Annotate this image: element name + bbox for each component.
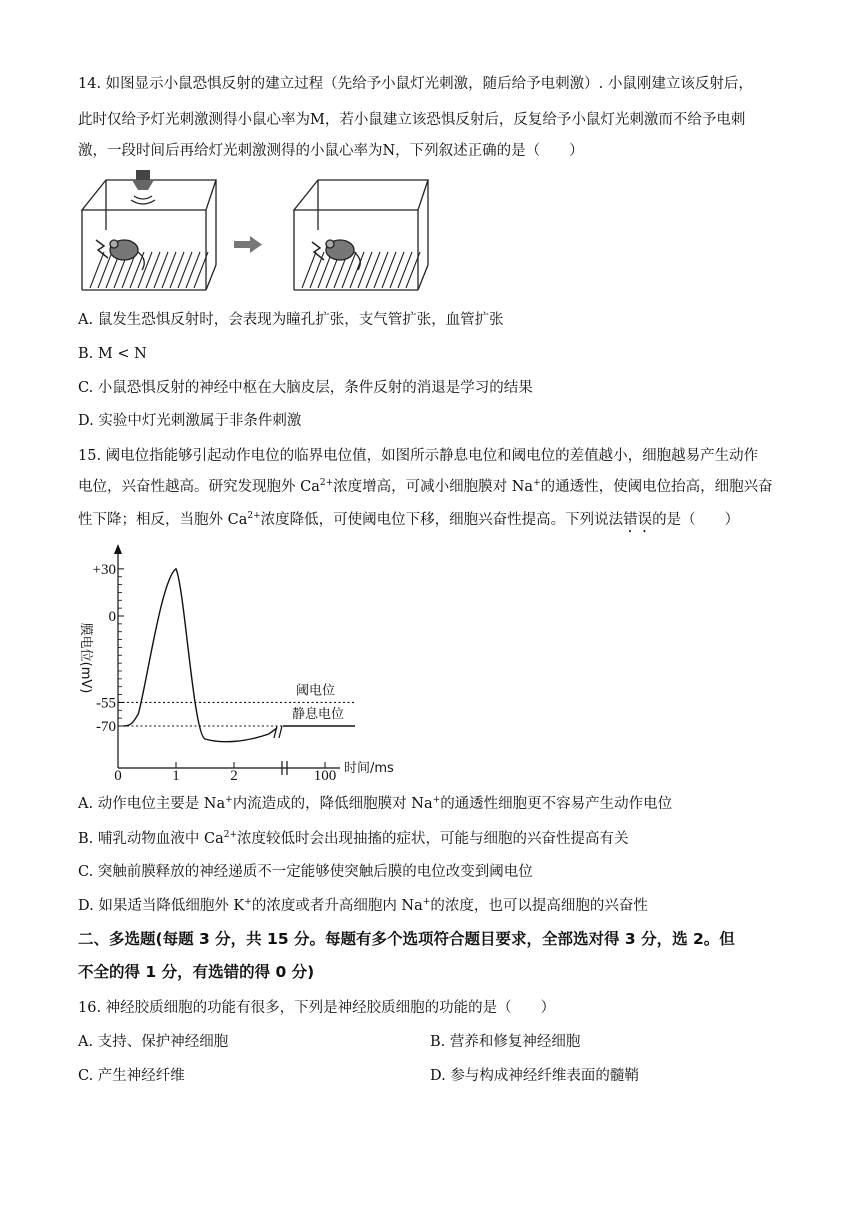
resting-label: 静息电位 <box>292 707 345 722</box>
q14-stem-line1: 14. 如图显示小鼠恐惧反射的建立过程（先给予小鼠灯光刺激，随后给予电刺激）. 小鼠刚建立该反射后， <box>78 76 753 92</box>
q15-stem-line3: 性下降；相反，当胞外 $Ca^{2+}$浓度降低，可使阈电位下移，细胞兴奋性提高。下列说法错误的是（ ） <box>78 511 740 528</box>
y-tick-label: +30 <box>92 561 116 578</box>
x-tick-label: 100 <box>313 768 337 782</box>
q15-option-c: C. 突触前膜释放的神经递质不一定能够使突触后膜的电位改变到阈电位 <box>78 864 533 880</box>
x-tick-label: 2 <box>230 768 238 782</box>
q15-stem-line1: 15. 阈电位指能够引起动作电位的临界电位值，如图所示静息电位和阈电位的差值越小，细胞越易产生动作 <box>78 448 759 464</box>
q16-option-d: D. 参与构成神经纤维表面的髓鞘 <box>430 1068 639 1084</box>
threshold-label: 阈电位 <box>296 683 336 699</box>
cage-right <box>294 180 428 290</box>
q14-option-b: B. M < N <box>78 346 147 362</box>
y-tick-label: 0 <box>108 609 116 625</box>
y-tick-label: -70 <box>96 719 116 735</box>
q14-stem-line3: 激，一段时间后再给灯光刺激测得的小鼠心率为N，下列叙述正确的是（ ） <box>78 143 584 159</box>
action-potential-chart <box>70 542 410 782</box>
y-ticks <box>93 562 124 735</box>
q14-stem-line2: 此时仅给予灯光刺激测得小鼠心率为M，若小鼠建立该恐惧反射后，反复给予小鼠灯光刺激而不给予电刺 <box>78 112 746 128</box>
q15-option-b: B. 哺乳动物血液中 $Ca^{2+}$浓度较低时会出现抽搐的症状，可能与细胞的兴奋性提高有关 <box>78 830 629 847</box>
y-axis-label: 膜电位(mV) <box>78 622 93 694</box>
cage-left <box>82 170 216 290</box>
q16-stem: 16. 神经胶质细胞的功能有很多，下列是神经胶质细胞的功能的是（ ） <box>78 1000 556 1016</box>
q15-option-a: A. 动作电位主要是 Na+内流造成的，降低细胞膜对 Na+的通透性细胞更不容易产生动作电位 <box>78 795 673 812</box>
q16-option-c: C. 产生神经纤维 <box>78 1068 185 1084</box>
arrow-icon <box>234 236 262 253</box>
x-ticks <box>114 762 336 782</box>
q15-stem-line2: 电位，兴奋性越高。研究发现胞外 $Ca^{2+}$浓度增高，可减小细胞膜对 Na+的通透性，使阈电位抬高，细胞兴奋 <box>78 478 773 495</box>
fear-reflex-figure <box>76 170 436 296</box>
x-tick-label: 1 <box>172 768 180 782</box>
q14-option-c: C. 小鼠恐惧反射的神经中枢在大脑皮层，条件反射的消退是学习的结果 <box>78 380 533 396</box>
emphasis-word: 错误 <box>623 512 653 528</box>
x-axis-label: 时间/ms <box>344 761 394 776</box>
section2-heading-line1: 二、多选题(每题 3 分，共 15 分。每题有多个选项符合题目要求，全部选对得 3 分，选 2。但 <box>78 930 735 948</box>
q15-option-d: D. 如果适当降低细胞外 K+的浓度或者升高细胞内 Na+的浓度，也可以提高细胞的兴奋性 <box>78 897 648 914</box>
y-tick-label: -55 <box>96 695 116 712</box>
q14-option-d: D. 实验中灯光刺激属于非条件刺激 <box>78 413 302 429</box>
curve-break <box>274 726 282 738</box>
section2-heading-line2: 不全的得 1 分，有选错的得 0 分) <box>78 963 315 981</box>
q16-option-b: B. 营养和修复神经细胞 <box>430 1034 581 1050</box>
y-axis-arrow <box>114 544 122 554</box>
q14-option-a: A. 鼠发生恐惧反射时，会表现为瞳孔扩张，支气管扩张，血管扩张 <box>78 312 504 328</box>
x-tick-label: 0 <box>114 768 122 782</box>
q16-option-a: A. 支持、保护神经细胞 <box>78 1034 229 1050</box>
